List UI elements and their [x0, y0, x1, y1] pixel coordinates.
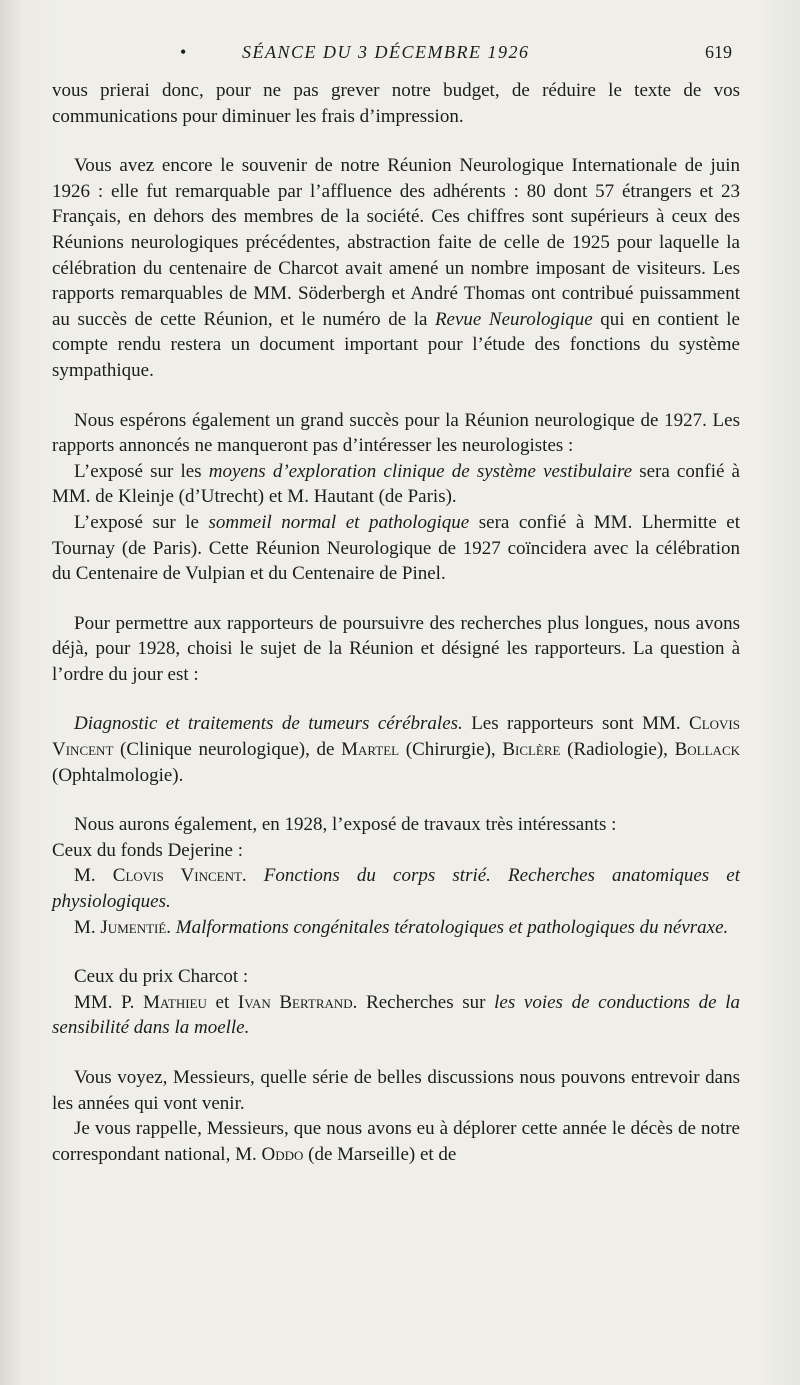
topic-vestibulaire: moyens d’exploration clinique de système vestibulaire	[208, 460, 633, 482]
paragraph-discussions: Vous voyez, Messieurs, quelle série de belles discussions nous pouvons entrevoir dans les années qui vont venir.	[52, 1067, 740, 1114]
paragraph-work-mathieu-bertrand: MM. P. Mathieu et Ivan Bertrand. Recherches sur les voies de conductions de la sensibilité dans la moelle.	[52, 991, 741, 1039]
paragraph-work-jumentie: M. Jumentié. Malformations congénitales tératologiques et pathologiques du névraxe.	[74, 916, 729, 938]
page-number: 619	[705, 42, 732, 62]
paragraph-prix-charcot: Ceux du prix Charcot :	[74, 966, 249, 988]
body-text	[52, 78, 740, 1167]
paragraph-reunion-1927: Nous espérons également un grand succès pour la Réunion neurologique de 1927. Les rapports annoncés ne manqueront pas d’intéresser les neurologistes :	[52, 409, 740, 457]
paragraph-reunion-1926: Vous avez encore le souvenir de notre Réunion Neurologique Internationale de juin 1926 : elle fut remarquable par l’affluence des adhérents : 80 dont 57 étrangers et 23 Français, en dehors des membres de la société. Ces chiffres sont supérieurs à ceux des Réunions neurologiques précédentes, abstraction faite de celle de 1925 pour laquelle la célébration du centenaire de Charcot avait amené un nombre imposant de visiteurs. Les rapports remarquables de MM. Söderbergh et André Thomas ont contribué puissamment au succès de cette Réunion, et le numéro de la Revue Neurologique qui en contient le compte rendu restera un document important pour l’étude des fonctions du système sympathique.	[52, 155, 740, 381]
paragraph-expose-vestibulaire: L’exposé sur les moyens d’exploration clinique de système vestibulaire sera confié à MM. de Kleinje (d’Utrecht) et M. Hautant (de Paris).	[52, 460, 740, 508]
name-vincent-2: Clovis Vincent	[112, 865, 242, 887]
paragraph-expose-sommeil: L’exposé sur le sommeil normal et pathologique sera confié à MM. Lhermitte et Tournay (de Paris). Cette Réunion Neurologique de 1927 coïncidera avec la célébration du Centenaire de Vulpian et du Centenaire de Pinel.	[52, 511, 740, 585]
topic-sommeil: sommeil normal et pathologique	[208, 511, 470, 533]
paragraph-budget: vous prierai donc, pour ne pas grever notre budget, de réduire le texte de vos communications pour diminuer les frais d’impression.	[52, 80, 740, 127]
paragraph-tumeurs: Diagnostic et traitements de tumeurs cérébrales. Les rapporteurs sont MM. Clovis Vincent (Clinique neurologique), de Martel (Chirurgie), Biclère (Radiologie), Bollack (Ophtalmologie).	[52, 713, 740, 786]
name-jumentie: Jumentié	[100, 916, 167, 938]
paragraph-rapporteurs-1928: Pour permettre aux rapporteurs de poursuivre des recherches plus longues, nous avons déjà, pour 1928, choisi le sujet de la Réunion et désigné les rapporteurs. La question à l’ordre du jour est :	[52, 612, 740, 685]
paragraph-deces-oddo: Je vous rappelle, Messieurs, que nous avons eu à déplorer cette année le décès de notre correspondant national, M. Oddo (de Marseille) et de	[52, 1118, 740, 1165]
work-corps-strie: Fonctions du corps strié. Recherches anatomiques et physiologiques.	[52, 865, 740, 913]
work-voies-conduction: les voies de conductions de la sensibilité dans la moelle.	[52, 991, 741, 1039]
topic-tumeurs: Diagnostic et traitements de tumeurs cérébrales.	[74, 713, 463, 735]
name-mathieu: Mathieu	[143, 991, 207, 1013]
paragraph-work-vincent: M. Clovis Vincent. Fonctions du corps strié. Recherches anatomiques et physiologiques.	[52, 865, 740, 913]
paragraph-fonds-dejerine: Ceux du fonds Dejerine :	[52, 839, 244, 861]
paragraph-travaux-1928: Nous aurons également, en 1928, l’exposé de travaux très intéressants :	[74, 814, 617, 836]
name-biclere: Biclère	[502, 739, 561, 761]
header-title: SÉANCE DU 3 DÉCEMBRE 1926	[242, 42, 530, 62]
name-bertrand: Ivan Bertrand	[237, 991, 353, 1013]
running-header	[0, 40, 800, 66]
name-martel: Martel	[341, 739, 400, 761]
journal-title: Revue Neurologique	[434, 308, 593, 330]
name-oddo: Oddo	[261, 1143, 304, 1165]
work-malformations: Malformations congénitales tératologiques et pathologiques du névraxe.	[175, 916, 729, 938]
header-marker: •	[180, 42, 187, 62]
name-bollack: Bollack	[674, 739, 740, 761]
name-vincent: Clovis Vincent	[52, 713, 740, 761]
